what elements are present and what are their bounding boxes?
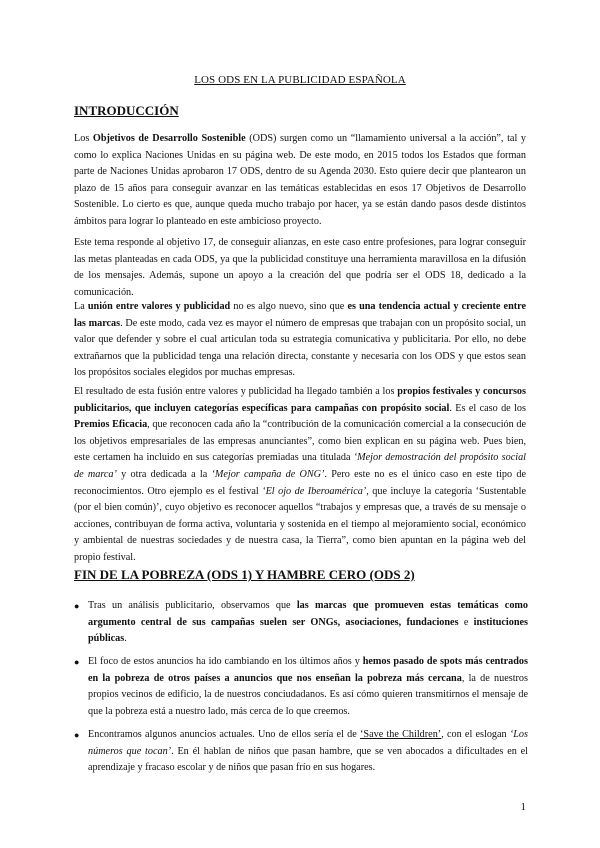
- b2-text-c: , la de nuestros propios vecinos de edificio, la de nuestros conciudadanos. Es así cómo quieren transmitirnos el mensaje de que la pobreza está a nuestro lado, más cerca de lo que creemos.: [88, 672, 528, 717]
- b2-text-a: El foco de estos anuncios ha ido cambiando en los últimos años y: [88, 656, 363, 667]
- b1-text-e: .: [124, 633, 127, 645]
- intro-paragraph-4: [74, 384, 526, 567]
- b3-text-e: . En él hablan de niños que pasan hambre, que se ven abocados a dificultades en el aprendizaje y fracaso escolar y de niños que pasan frío en sus hogares.: [88, 745, 528, 774]
- p4-italic-proposito: ‘Mejor demostración del propósito social de marca’: [74, 452, 526, 480]
- p4-text-c: . Es el caso de los: [449, 402, 526, 414]
- intro-paragraph-1: [74, 131, 526, 231]
- bullet-2-text: [88, 654, 528, 720]
- bullet-icon: ●: [74, 730, 80, 740]
- p3-text-a: La: [74, 301, 88, 312]
- p4-text-i: . Pero este no es el único caso en este tipo de reconocimientos. Otro ejemplo es el festival: [74, 468, 526, 497]
- p4-bold-premios: Premios Eficacia: [74, 419, 148, 431]
- b3-text-a: Encontramos algunos anuncios actuales. Uno de ellos sería el de: [88, 729, 361, 740]
- b1-bold-marcas: las marcas que promueven estas temáticas como argumento central de sus campañas suelen ser ONGs, asociaciones, fundaciones: [88, 600, 528, 628]
- p4-text-e: , que reconocen cada año la “contribución de la comunicación comercial a la consecución de los objetivos empresariales de las empresas anunciantes”, como bien explican en su página web. Pues bien, este certamen ha incluido en sus categorías premiadas una titulada: [74, 419, 526, 464]
- p3-text-e: . De este modo, cada vez es mayor el número de empresas que trabajan con un propósito social, un valor que defender y sobre el cual articulan toda su estrategia comunicativa y publicitaria. Por ello, no debe extrañarnos que la publicidad tenga una relación directa, constante y necesaria con los ODS y que estos sean los propósitos sociales elegidos por muchas empresas.: [74, 317, 526, 379]
- p4-italic-ojo: ‘El ojo de Iberoamérica’: [262, 485, 367, 497]
- b2-bold-spots: hemos pasado de spots más centrados en la pobreza de otros países a anuncios que nos enseñan la pobreza más cercana: [88, 656, 528, 684]
- p1-text-a: Los: [74, 133, 93, 144]
- p3-bold-tendencia: es una tendencia actual y creciente entre las marcas: [74, 301, 526, 329]
- bullet-item-2: [74, 654, 528, 720]
- p4-text-g: y otra dedicada a la: [116, 468, 212, 480]
- b1-text-a: Tras un análisis publicitario, observamos que: [88, 600, 297, 611]
- intro-paragraph-2: Este tema responde al objetivo 17, de conseguir alianzas, en este caso entre profesiones, para lograr conseguir las metas planteadas en cada ODS, ya que la publicidad constituye una herramienta maravillosa en la difusión de los mensajes. Además, supone un apoyo a la creación del que podría ser el ODS 18, dedicado a la comunicación.: [74, 237, 526, 298]
- p1-text-c: (ODS) surgen como un “llamamiento universal a la acción”, tal y como lo explica Naciones Unidas en su página web. De este modo, en 2015 todos los Estados que forman parte de Naciones Unidas aprobaron 17 ODS, dentro de su Agenda 2030. Esto quiere decir que plantearon un plazo de 15 años para conseguir avanzar en las temáticas establecidas en esos 17 Objetivos de Desarrollo Sostenible. Lo cierto es que, aunque queda mucho trabajo por hacer, ya se están dando pasos desde distintos ámbitos para lograr lo planteado en este ambicioso proyecto.: [74, 133, 526, 227]
- intro-heading: INTRODUCCIÓN: [74, 103, 179, 118]
- b1-bold-instituciones: instituciones públicas: [88, 616, 528, 645]
- bullet-item-3: [74, 727, 528, 777]
- save-the-children-link[interactable]: ‘Save the Children’: [360, 729, 442, 740]
- bullet-icon: ●: [74, 657, 80, 667]
- intro-paragraph-3: [74, 299, 526, 382]
- b3-text-c: , con el eslogan: [441, 729, 510, 740]
- bullet-3-text: [88, 727, 528, 777]
- page-number: 1: [520, 801, 526, 813]
- b3-italic-eslogan: ‘Los números que tocan’: [88, 729, 528, 757]
- p4-italic-ong: ‘Mejor campaña de ONG’: [211, 468, 325, 480]
- bullet-1-text: [88, 598, 528, 648]
- p4-text-k: , que incluye la categoría ‘Sustentable (por el bien común)’, cuyo objetivo es reconocer aquellos “trabajos y empresas que, a través de su mensaje o acciones, contribuyan de forma activa, voluntaria y sostenida en el tiempo al mejoramiento social, económico y ambiental de nuestras sociedades y de nuestra casa, la Tierra”, como bien apuntan en la página web del propio festival.: [74, 485, 526, 563]
- bullet-icon: ●: [74, 601, 80, 611]
- section-2-heading: FIN DE LA POBREZA (ODS 1) Y HAMBRE CERO (ODS 2): [74, 567, 415, 582]
- p3-text-c: no es algo nuevo, sino que: [230, 301, 348, 312]
- p1-bold-ods: Objetivos de Desarrollo Sostenible: [92, 133, 246, 144]
- p4-bold-festivales: propios festivales y concursos publicitarios, que incluyen categorías específicas para campañas con propósito social: [74, 386, 526, 414]
- p3-bold-union: unión entre valores y publicidad: [87, 301, 231, 312]
- p4-text-a: El resultado de esta fusión entre valores y publicidad ha llegado también a los: [74, 386, 398, 397]
- b1-text-c: e: [458, 616, 474, 628]
- bullet-item-1: [74, 598, 528, 648]
- document-title: LOS ODS EN LA PUBLICIDAD ESPAÑOLA: [194, 74, 406, 86]
